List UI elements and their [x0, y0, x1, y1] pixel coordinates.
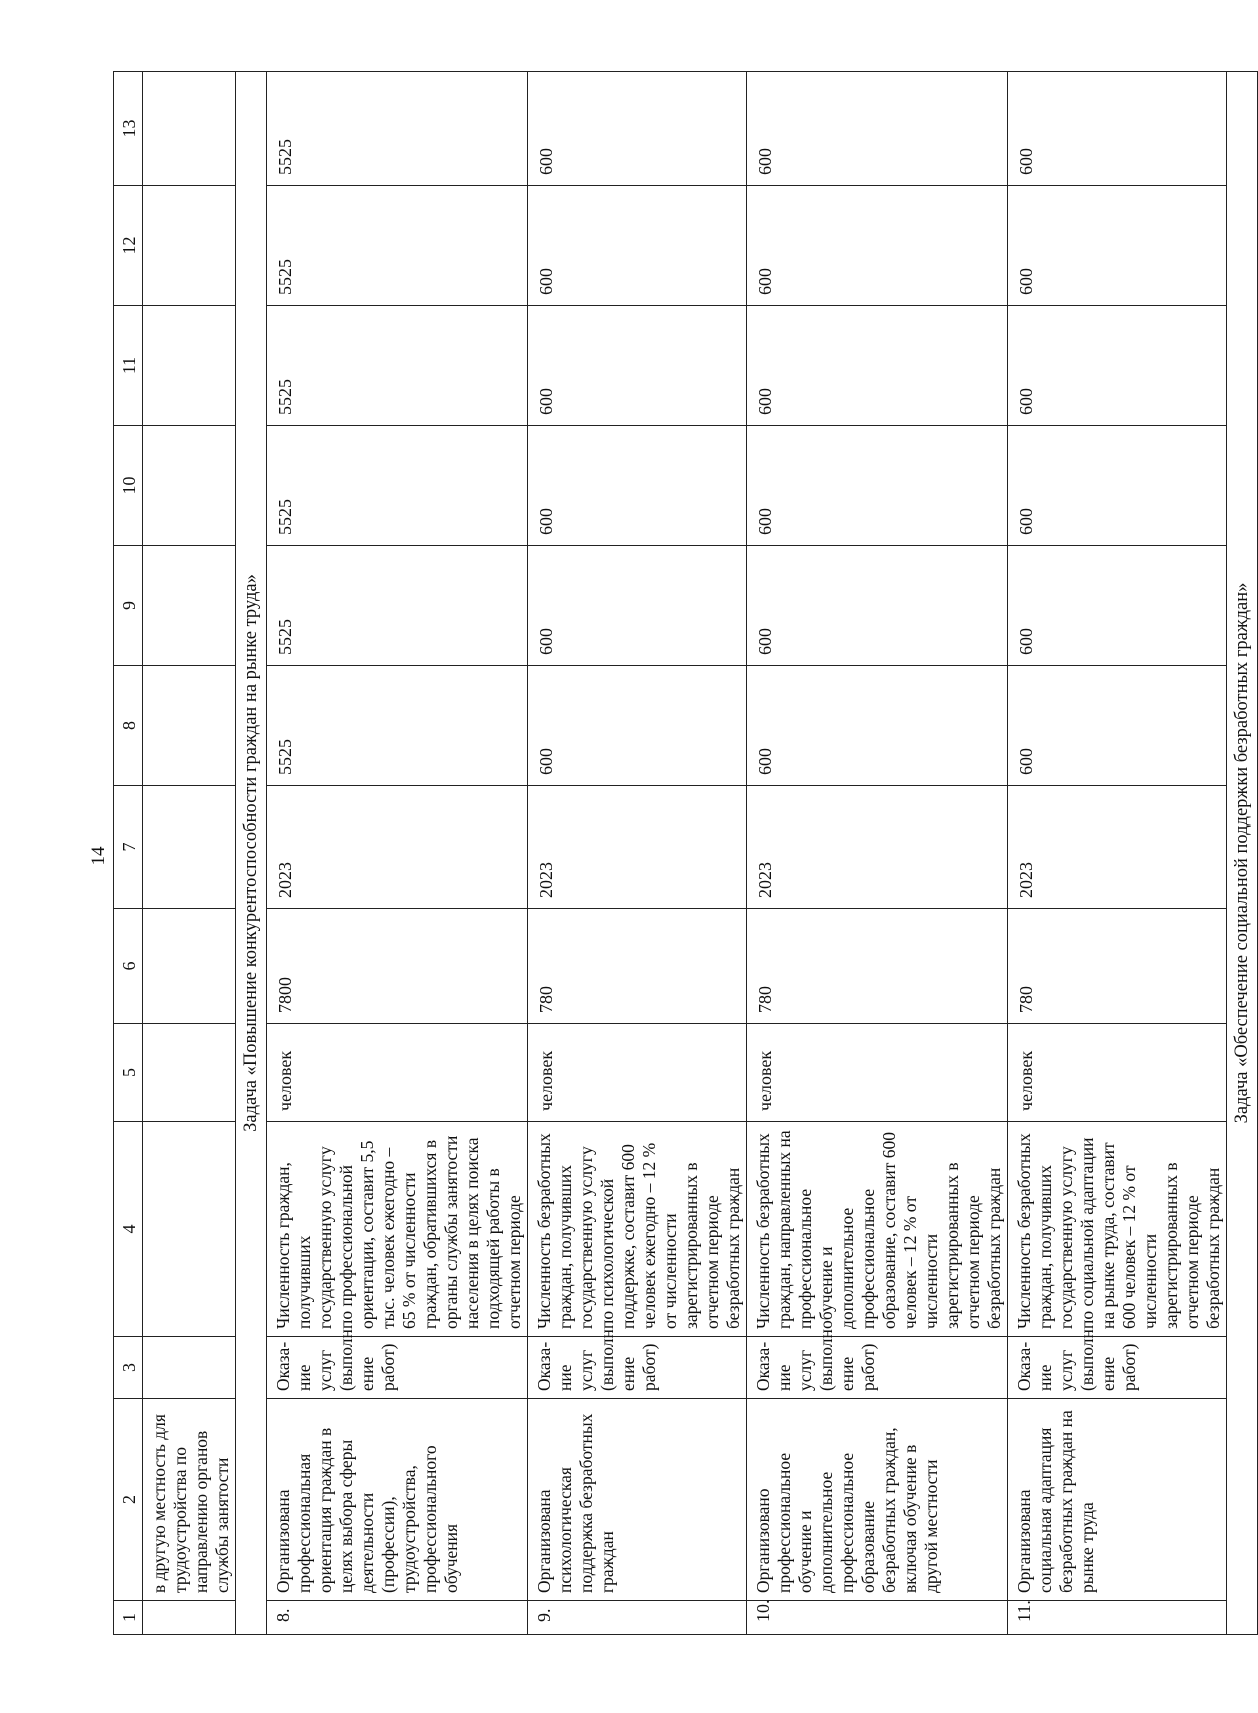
value-cell — [143, 186, 236, 306]
indicator-description: Численность безработных граждан, получивших государственную услугу по социальной адаптации на рынке труда, составит 600 человек – 12 % от численности зарегистрированных в отчетном периоде безработных граждан — [1008, 1122, 1227, 1337]
unit: человек — [528, 1024, 747, 1122]
col-number: 9 — [114, 546, 143, 666]
base-year: 2023 — [1008, 786, 1227, 909]
unit: человек — [1008, 1024, 1227, 1122]
value-cell: 600 — [1008, 546, 1227, 666]
value-cell: 600 — [528, 546, 747, 666]
row-number: 11. — [1008, 1601, 1227, 1635]
value-cell — [143, 546, 236, 666]
value-cell: 600 — [747, 186, 1008, 306]
unit: человек — [747, 1024, 1008, 1122]
value-cell: 600 — [747, 666, 1008, 786]
indicator-description: Численность граждан, получивших государственную услугу по профессиональной ориентации, составит 5,5 тыс. человек ежегодно – 65 % от численности граждан, обратившихся в органы службы занятости населения в целях поиска подходящей работы в отчетном периоде — [267, 1122, 528, 1337]
row-number: 8. — [267, 1601, 528, 1635]
base-year: 2023 — [528, 786, 747, 909]
result-description: Организована профессиональная ориентация граждан в целях выбора сферы деятельности (профессии), трудоустройства, профессионального обучения — [267, 1399, 528, 1601]
table-row — [267, 72, 528, 1635]
base-year: 2023 — [267, 786, 528, 909]
value-cell — [143, 426, 236, 546]
task-heading: Задача «Обеспечение социальной поддержки безработных граждан» — [1227, 72, 1258, 1635]
value-cell: 600 — [747, 306, 1008, 426]
task-row — [236, 72, 267, 1635]
continuation-row — [143, 72, 236, 1635]
table-row — [1008, 72, 1227, 1635]
value-cell: 600 — [1008, 306, 1227, 426]
value-cell: 600 — [747, 72, 1008, 186]
result-type: Оказа-ние услуг (выполн ение работ) — [1008, 1337, 1227, 1399]
col-number: 2 — [114, 1399, 143, 1601]
row-number: 10. — [747, 1601, 1008, 1635]
table-row — [528, 72, 747, 1635]
result-type: Оказа-ние услуг (выполн ение работ) — [747, 1337, 1008, 1399]
col-number: 8 — [114, 666, 143, 786]
value-cell — [143, 306, 236, 426]
base-value: 780 — [528, 909, 747, 1024]
col-number: 4 — [114, 1122, 143, 1337]
col-number: 12 — [114, 186, 143, 306]
value-cell: 5525 — [267, 666, 528, 786]
row-number: 9. — [528, 1601, 747, 1635]
result-description: Организовано профессиональное обучение и дополнительное профессиональное образование безработных граждан, включая обучение в другой местности — [747, 1399, 1008, 1601]
value-cell: 600 — [1008, 72, 1227, 186]
base-value: 7800 — [267, 909, 528, 1024]
rotated-table-container — [113, 72, 1252, 1635]
column-numbers-row — [114, 72, 143, 1635]
col-number: 3 — [114, 1337, 143, 1399]
result-description: в другую местность для трудоустройства по направлению органов службы занятости — [143, 1399, 236, 1601]
value-cell: 600 — [1008, 666, 1227, 786]
result-type: Оказа-ние услуг (выполн ение работ) — [528, 1337, 747, 1399]
base-value: 780 — [1008, 909, 1227, 1024]
col-number: 11 — [114, 306, 143, 426]
result-description: Организована социальная адаптация безработных граждан на рынке труда — [1008, 1399, 1227, 1601]
result-description: Организована психологическая поддержка безработных граждан — [528, 1399, 747, 1601]
value-cell: 600 — [1008, 426, 1227, 546]
value-cell: 600 — [528, 306, 747, 426]
value-cell: 5525 — [267, 306, 528, 426]
indicator-description: Численность безработных граждан, получивших государственную услугу по психологической поддержке, составит 600 человек ежегодно – 12 % от численности зарегистрированных в отчетном периоде безработных граждан — [528, 1122, 747, 1337]
row-number — [143, 1601, 236, 1635]
indicators-table — [113, 71, 1258, 1635]
value-cell: 600 — [528, 72, 747, 186]
value-cell — [143, 72, 236, 186]
indicator-description — [143, 1122, 236, 1337]
col-number: 6 — [114, 909, 143, 1024]
value-cell: 600 — [528, 426, 747, 546]
value-cell: 5525 — [267, 186, 528, 306]
col-number: 1 — [114, 1601, 143, 1635]
col-number: 7 — [114, 786, 143, 909]
base-year: 2023 — [747, 786, 1008, 909]
result-type — [143, 1337, 236, 1399]
unit — [143, 1024, 236, 1122]
base-value: 780 — [747, 909, 1008, 1024]
result-type: Оказа-ние услуг (выполн ение работ) — [267, 1337, 528, 1399]
indicator-description: Численность безработных граждан, направленных на профессиональное обучение и дополнительное профессиональное образование, составит 600 человек – 12 % от численности зарегистрированных в отчетном периоде безработных граждан — [747, 1122, 1008, 1337]
value-cell: 600 — [528, 666, 747, 786]
value-cell: 600 — [747, 546, 1008, 666]
task-heading: Задача «Повышение конкурентоспособности граждан на рынке труда» — [236, 72, 267, 1635]
value-cell — [143, 666, 236, 786]
page-number: 14 — [88, 846, 109, 866]
value-cell: 600 — [528, 186, 747, 306]
table-row — [747, 72, 1008, 1635]
task-row — [1227, 72, 1258, 1635]
value-cell: 5525 — [267, 72, 528, 186]
base-value — [143, 909, 236, 1024]
base-year — [143, 786, 236, 909]
col-number: 5 — [114, 1024, 143, 1122]
col-number: 13 — [114, 72, 143, 186]
value-cell: 5525 — [267, 426, 528, 546]
value-cell: 5525 — [267, 546, 528, 666]
value-cell: 600 — [747, 426, 1008, 546]
value-cell: 600 — [1008, 186, 1227, 306]
col-number: 10 — [114, 426, 143, 546]
unit: человек — [267, 1024, 528, 1122]
